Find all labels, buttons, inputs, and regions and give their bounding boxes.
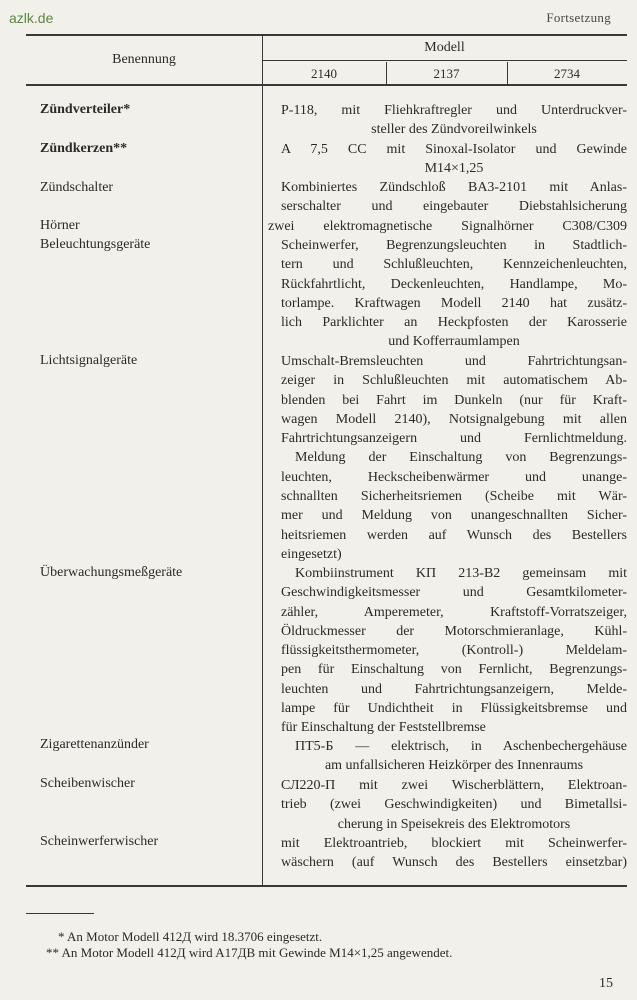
model-2734: 2734 <box>554 66 580 81</box>
desc-scheinwerferwischer: mit Elektroantrieb, blockiert mit Scheinwerfer- wäschern (auf Wunsch des Bestellers einsetzbar) <box>281 836 627 871</box>
label-ueberwachungsmessgeraete: Überwachungsmeßgeräte <box>40 565 183 580</box>
column-header-benennung: Benennung <box>112 52 176 67</box>
label-zuendverteiler: Zündverteiler* <box>40 102 131 117</box>
label-zigarettenanzuender: Zigarettenanzünder <box>40 737 149 752</box>
desc-zigarettenanzuender: ПТ5-Б — elektrisch, in Aschenbechergehäuse am unfallsicheren Heizkörper des Innenraums <box>295 739 627 774</box>
desc-zuendschalter: Kombiniertes Zündschloß BA3-2101 mit Anlas- serschalter und eingebauter Diebstahlsicherung <box>281 180 627 215</box>
desc-zuendkerzen: A 7,5 CC mit Sinoxal-Isolator und Gewinde M14×1,25 <box>281 142 627 177</box>
column-header-modell: Modell <box>424 40 465 55</box>
model-2137: 2137 <box>433 66 460 81</box>
footnote-rule <box>26 913 94 914</box>
footnote-1: * An Motor Modell 412Д wird 18.3706 eingesetzt. <box>58 929 323 944</box>
desc-scheibenwischer: СЛ220-П mit zwei Wischerblättern, Elektroan- trieb (zwei Geschwindigkeiten) und Bimetallsi- cherung in Speisekreis des Elektromotors <box>281 778 627 832</box>
label-lichtsignalgeraete: Lichtsignalgeräte <box>40 353 138 368</box>
footnote-2: ** An Motor Modell 412Д wird A17ДВ mit Gewinde M14×1,25 angewendet. <box>46 945 453 960</box>
continuation-note: Fortsetzung <box>546 10 611 25</box>
modell-underline <box>262 60 627 61</box>
desc-zuendverteiler: P-118, mit Fliehkraftregler und Unterdruckver- steller des Zündvoreilwinkels <box>281 103 627 138</box>
label-hoerner: Hörner <box>40 218 80 233</box>
desc-lichtsignalgeraete: Umschalt-Bremsleuchten und Fahrtrichtungsan- zeiger in Schlußleuchten mit automatischem Ab- blenden bei Fahrt im Dunkeln (nur für Kraft- wagen Modell 2140), Notsignalgebung mit allen Fahrtrichtungsanzeigern und Fernlichtmeldung. Meldung der Einschaltung von Begrenzungs- leuchten, Heckscheibenwärmer und unange- schnallten Sicherheitsriemen (Scheibe mit Wär- mer und Meldung von unangeschnallten Sicher- heitsriemen werden auf Wunsch des Bestellers eingesetzt) <box>281 354 627 562</box>
label-beleuchtungsgeraete: Beleuchtungsgeräte <box>40 237 151 252</box>
page-number: 15 <box>599 976 613 991</box>
body-vertical-rule <box>262 86 263 886</box>
desc-beleuchtungsgeraete: Scheinwerfer, Begrenzungsleuchten in Stadtlich- tern und Schlußleuchten, Kennzeichenleuchten, Rückfahrtlicht, Deckenleuchten, Handlampe, Mo- torlampe. Kraftwagen Modell 2140 hat zusätz- lich Parklichter an Heckpfosten der Karosserie und Kofferraumlampen <box>281 238 627 350</box>
label-zuendkerzen: Zündkerzen** <box>40 141 128 156</box>
desc-hoerner: zwei elektromagnetische Signalhörner C308/C309 <box>268 219 627 234</box>
label-scheibenwischer: Scheibenwischer <box>40 776 135 791</box>
desc-ueberwachungsmessgeraete: Kombiinstrument KП 213-B2 gemeinsam mit Geschwindigkeitsmesser und Gesamtkilometer- zähler, Amperemeter, Kraftstoff-Vorratszeiger, Öldruckmesser der Motorschmieranlage, Kühl- flüssigkeitsthermometer, (Kontroll-) Meldelam- pen für Einschaltung von Fernlicht, Begrenzungs- leuchten und Fahrtrichtungsanzeigern, Melde- lampe für Undichtheit in Flüssigkeitsbremse und für Einschaltung der Feststellbremse <box>281 566 627 736</box>
label-zuendschalter: Zündschalter <box>40 180 114 195</box>
table-top-rule <box>26 34 627 36</box>
header-bottom-rule <box>26 84 627 86</box>
watermark: azlk.de <box>9 10 54 26</box>
table-bottom-rule <box>26 885 627 887</box>
label-scheinwerferwischer: Scheinwerferwischer <box>40 834 159 849</box>
model-2140: 2140 <box>311 66 337 81</box>
